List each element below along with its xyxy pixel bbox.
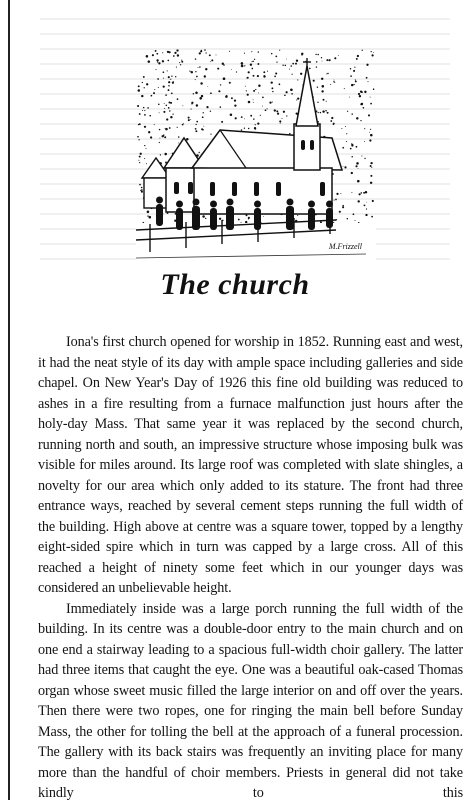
chapter-title: The church xyxy=(160,268,310,301)
body-text xyxy=(38,332,463,804)
church-illustration xyxy=(136,48,376,264)
paragraph: Iona's first church opened for worship in 1852. Running east and west, it had the neat style of its day with ample space including galleries and side chapel. On New Year's Day of 1926 this fine old building was reduced to ashes in a fire resulting from a furnace malfunction just hours after the holy-day Mass. That same year it was replaced by the second church, running north and south, an impressive structure whose imposing bulk was visible for miles around. Its large roof was completed with slate shingles, a novelty for our area which only added to its stature. The front had three entrance ways, reached by several cement steps running the full width of the building. High above at centre was a square tower, topped by a lengthy eight-sided spire which in turn was capped by a large cross. All of this reached a height of ninety some feet which in our younger days was considered an unbelievable height. xyxy=(38,334,463,596)
artist-signature: M.Frizzell xyxy=(328,242,362,251)
paragraph: Immediately inside was a large porch running the full width of the building. In its centre was a double-door entry to the main church and on one end a stairway leading to a spacious full-width choir gallery. The latter had three items that caught the eye. One was a beautiful oak-cased Thomas organ whose sweet music filled the large interior on and off over the years. Then there were two ropes, one for ringing the main bell before Sunday Mass, the other for tolling the bell at the approach of a funeral procession. The gallery with its back stairs was frequently an inviting place for many more than the handful of choir members. Priests in general did not take kindly to this xyxy=(38,600,463,801)
page-binding-edge xyxy=(8,0,10,800)
